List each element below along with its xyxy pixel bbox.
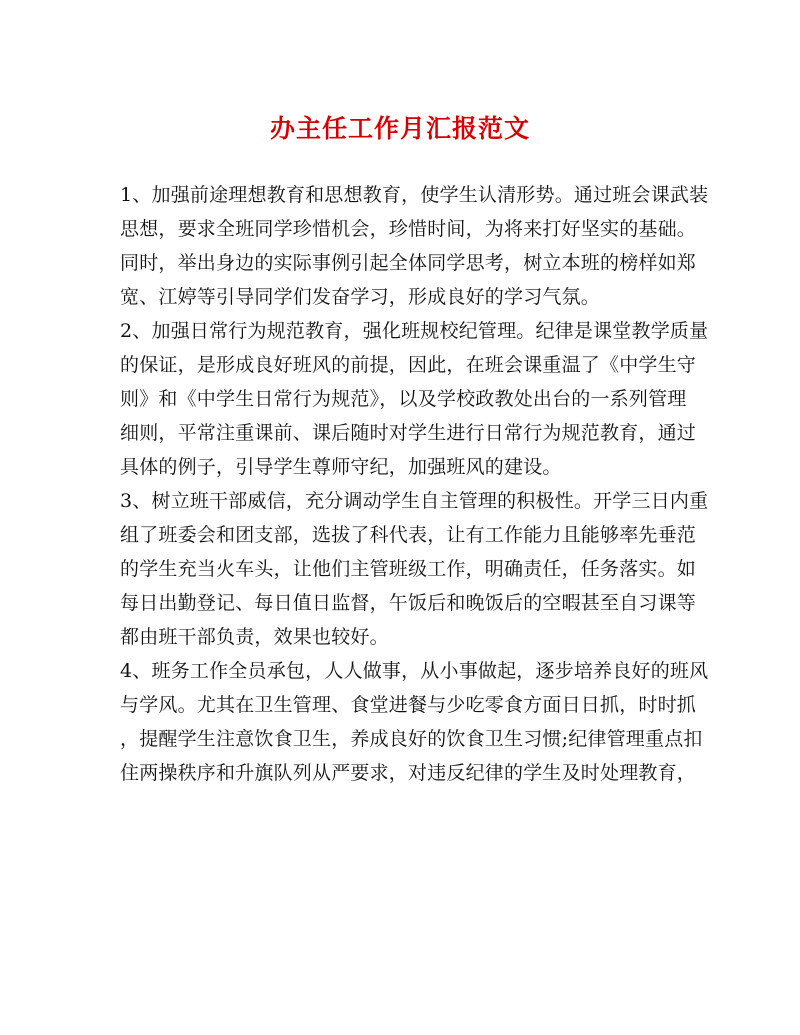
body-line: 的学生充当火车头，让他们主管班级工作，明确责任，任务落实。如 bbox=[120, 558, 697, 580]
body-line: 4、班务工作全员承包，人人做事，从小事做起，逐步培养良好的班风 bbox=[120, 660, 709, 682]
body-line: 组了班委会和团支部，选拔了科代表，让有工作能力且能够率先垂范 bbox=[120, 524, 697, 546]
body-line: 都由班干部负责，效果也较好。 bbox=[120, 626, 389, 648]
body-line: 住两操秩序和升旗队列从严要求，对违反纪律的学生及时处理教育， bbox=[120, 762, 697, 784]
body-line: 与学风。尤其在卫生管理、食堂进餐与少吃零食方面日日抓，时时抓 bbox=[120, 694, 697, 716]
body-line: 同时，举出身边的实际事例引起全体同学思考，树立本班的榜样如郑 bbox=[120, 252, 697, 274]
body-line: 每日出勤登记、每日值日监督，午饭后和晚饭后的空暇甚至自习课等 bbox=[120, 592, 697, 614]
body-line: 细则，平常注重课前、课后随时对学生进行日常行为规范教育，通过 bbox=[120, 422, 697, 444]
body-line: ，提醒学生注意饮食卫生，养成良好的饮食卫生习惯;纪律管理重点扣 bbox=[120, 728, 703, 750]
body-line: 1、加强前途理想教育和思想教育，使学生认清形势。通过班会课武装 bbox=[120, 184, 709, 206]
document-title: 办主任工作月汇报范文 bbox=[269, 114, 530, 143]
body-line: 的保证，是形成良好班风的前提，因此，在班会课重温了《中学生守 bbox=[120, 354, 697, 376]
body-line: 具体的例子，引导学生尊师守纪，加强班风的建设。 bbox=[120, 456, 562, 478]
body-line: 宽、江婷等引导同学们发奋学习，形成良好的学习气氛。 bbox=[120, 286, 601, 308]
body-line: 则》和《中学生日常行为规范》，以及学校政教处出台的一系列管理 bbox=[120, 388, 687, 410]
body-line: 思想，要求全班同学珍惜机会，珍惜时间，为将来打好坚实的基础。 bbox=[120, 218, 697, 240]
document-body bbox=[120, 178, 709, 790]
body-line: 3、树立班干部威信，充分调动学生自主管理的积极性。开学三日内重 bbox=[120, 490, 709, 512]
body-line: 2、加强日常行为规范教育，强化班规校纪管理。纪律是课堂教学质量 bbox=[120, 320, 709, 342]
